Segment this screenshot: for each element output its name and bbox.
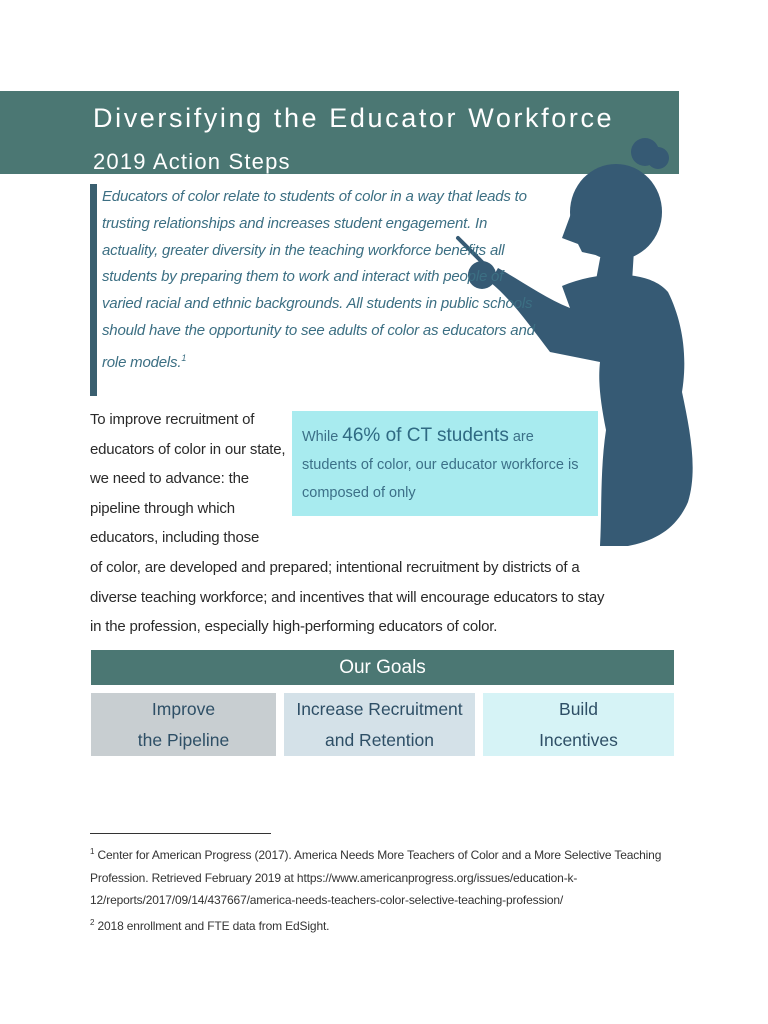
footnotes: [90, 841, 690, 937]
pull-quote: [102, 184, 542, 377]
footnote-2: [90, 912, 690, 938]
footnote-text: 2018 enrollment and FTE data from EdSight.: [97, 918, 330, 933]
footnote-number: 2: [90, 917, 95, 927]
goal-line-1: Build: [559, 698, 598, 719]
page-title: Diversifying the Educator Workforce: [93, 103, 615, 133]
goal-build-incentives: [483, 693, 674, 756]
goal-line-2: the Pipeline: [137, 729, 230, 750]
body-continuation: of color, are developed and prepared; intentional recruitment by districts of a diverse teaching workforce; and incentives that will encourage educators to stay in the profession, especially high-performing educators of color.: [90, 559, 605, 636]
footnote-divider: [90, 833, 271, 834]
footnote-ref-1: 1: [181, 352, 187, 363]
pull-quote-text: Educators of color relate to students of color in a way that leads to trusting relationships and increases student engagement. In actuality, greater diversity in the teaching workforce benefits all students by preparing them to work and interact with people of varied racial and ethnic backgrounds. All students in public schools should have the opportunity to see adults of color as educators and role models.: [102, 188, 535, 371]
goal-line-1: Improve: [151, 698, 216, 719]
callout-prefix: While: [302, 429, 339, 445]
callout-highlight: 46% of CT students: [342, 425, 509, 446]
goal-line-2: and Retention: [325, 729, 434, 750]
page-subtitle: 2019 Action Steps: [93, 149, 291, 174]
footnote-number: 1: [90, 847, 95, 856]
body-intro: To improve recruitment of educators of color in our state, we need to advance: the pipeline through which educators, including those: [90, 411, 286, 547]
goal-line-1: Increase Recruitment: [296, 698, 463, 719]
footnote-1: [90, 841, 690, 912]
stat-callout: [292, 411, 598, 516]
quote-accent-bar: [90, 184, 97, 396]
callout-suffix: are students of color, our educator workforce is composed of only: [302, 429, 579, 501]
goal-line-2: Incentives: [539, 729, 618, 750]
goals-header: Our Goals: [91, 650, 674, 685]
goal-increase-recruitment: [284, 693, 475, 756]
footnote-text: Center for American Progress (2017). America Needs More Teachers of Color and a More Selective Teaching Profession. Retrieved February 2019 at https://www.americanprogress.org/issues/education-k-12/reports/2017/09/14/437667/america-needs-teachers-color-selective-teaching-profession/: [90, 848, 662, 908]
goal-improve-pipeline: [91, 693, 276, 756]
